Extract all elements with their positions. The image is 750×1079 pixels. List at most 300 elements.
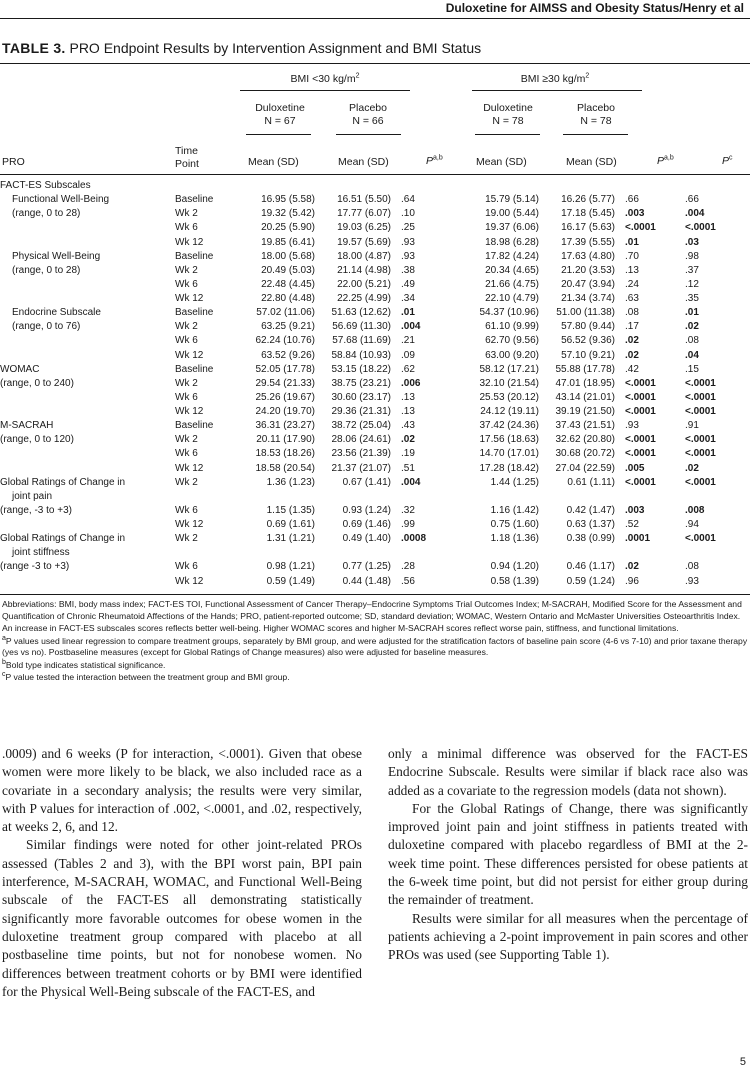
cell-p-low: .13	[401, 391, 415, 403]
cell-mean-high-placebo: 16.26 (5.77)	[561, 194, 615, 206]
cell-p-interaction: .04	[685, 349, 699, 361]
footnote-a: $^a$P values used linear regression to compare treatment groups, separately by BMI group, and were adjusted for the stratification factors of baseline pain score (4-6 vs 7-10) and prior taxane therapy (yes vs no). Postbaseline measures (except for Global Ratings of Change measures) also were adjusted for baseline measures.	[2, 634, 748, 657]
table-row	[0, 292, 750, 306]
table-row	[0, 320, 750, 334]
cell-mean-low-placebo: 0.77 (1.25)	[342, 561, 391, 573]
cell-mean-high-duloxetine: 32.10 (21.54)	[479, 377, 539, 389]
cell-mean-high-duloxetine: 1.18 (1.36)	[490, 533, 539, 545]
cell-p-interaction: <.0001	[685, 406, 716, 417]
table-footnotes	[2, 599, 748, 685]
cell-p-low: .004	[401, 321, 421, 333]
cell-time-point	[175, 490, 233, 504]
body-paragraph: only a minimal difference was observed for the FACT-ES Endocrine Subscale. Results were similar if black race also was added as a covariate to the regression models (data not shown).	[388, 746, 748, 798]
cell-mean-high-placebo: 0.61 (1.11)	[567, 476, 615, 488]
cell-time-point: Wk 6	[175, 278, 198, 290]
cell-p-interaction: .37	[685, 264, 699, 276]
cell-mean-low-duloxetine: 57.02 (11.06)	[256, 307, 315, 319]
cell-p-high: .52	[625, 519, 639, 530]
cell-mean-high-placebo	[543, 490, 625, 504]
cell-p-interaction: .008	[685, 504, 705, 516]
running-head	[0, 0, 750, 19]
running-head-text: Duloxetine for AIMSS and Obesity Status/Henry et al	[445, 1, 744, 15]
footnote-b: $^b$Bold type indicates statistical significance.	[2, 658, 166, 670]
cell-mean-low-duloxetine: 22.48 (4.45)	[261, 278, 315, 290]
cell-mean-high-duloxetine: 1.44 (1.25)	[490, 476, 539, 488]
cell-time-point: Wk 6	[175, 448, 198, 460]
body-column-left	[2, 745, 362, 1001]
cell-mean-low-placebo: 0.49 (1.40)	[342, 533, 391, 545]
cell-mean-low-duloxetine: 18.58 (20.54)	[255, 462, 315, 474]
cell-mean-high-placebo: 0.46 (1.17)	[566, 561, 615, 573]
cell-p-low: .64	[401, 194, 415, 206]
table-row	[0, 264, 750, 278]
cell-pro	[0, 575, 175, 589]
cell-pro: joint pain	[12, 490, 53, 502]
cell-pro: Endocrine Subscale	[12, 307, 101, 319]
table-row	[0, 207, 750, 221]
cell-p-low: .99	[401, 519, 415, 530]
table-row	[0, 575, 750, 589]
cell-p-low: .004	[401, 476, 421, 488]
cell-mean-high-placebo	[543, 179, 625, 193]
cell-p-low: .006	[401, 377, 421, 389]
cell-pro: Physical Well-Being	[12, 250, 101, 262]
cell-mean-high-placebo: 17.18 (5.45)	[561, 208, 615, 220]
cell-p-high: <.0001	[625, 476, 656, 488]
col-header-mean-high-dul: Mean (SD)	[476, 156, 527, 168]
cell-mean-low-duloxetine: 19.32 (5.42)	[261, 208, 315, 220]
body-paragraph: .0009) and 6 weeks (P for interaction, <.0001). Given that obese women were more likely to be black, we also included race as a covariate in a secondary analysis; the results were very similar, with P values for interaction of .002, <.0001, and .02, respectively, at weeks 2, 6, and 12.	[2, 746, 362, 835]
cell-mean-high-duloxetine: 21.66 (4.75)	[485, 278, 539, 290]
cell-mean-low-placebo: 21.14 (4.98)	[337, 264, 391, 276]
cell-mean-high-placebo: 0.59 (1.24)	[566, 575, 615, 587]
cell-mean-low-duloxetine: 19.85 (6.41)	[261, 236, 315, 248]
cell-mean-high-duloxetine: 17.82 (4.24)	[485, 250, 539, 262]
cell-p-low	[401, 546, 451, 560]
cell-p-high	[625, 490, 685, 504]
cell-time-point: Wk 12	[175, 236, 204, 248]
cell-mean-high-placebo: 43.14 (21.01)	[555, 391, 615, 403]
cell-p-interaction: .03	[685, 236, 699, 248]
cell-p-low: .43	[401, 420, 415, 432]
col-header-mean-high-pla: Mean (SD)	[566, 156, 617, 168]
cell-mean-high-placebo: 21.20 (3.53)	[561, 264, 615, 276]
table-header-rule	[0, 174, 750, 175]
cell-p-high: .13	[625, 264, 639, 276]
table-body	[0, 179, 750, 589]
table-row	[0, 250, 750, 264]
cell-time-point: Wk 6	[175, 222, 198, 234]
table-row	[0, 193, 750, 207]
cell-p-high: <.0001	[625, 434, 656, 446]
cell-p-interaction: <.0001	[685, 377, 716, 389]
cell-mean-low-placebo: 0.67 (1.41)	[342, 476, 391, 488]
arm-header-low-duloxetine: Duloxetine N = 67	[255, 102, 305, 127]
table-top-rule	[0, 63, 750, 64]
cell-mean-low-placebo: 57.68 (11.69)	[332, 335, 391, 347]
body-paragraph: Results were similar for all measures when the percentage of patients achieving a 2-point improvement in pain scores and other PROs was used (see Supporting Table 1).	[388, 910, 748, 963]
cell-mean-high-duloxetine: 25.53 (20.12)	[479, 391, 539, 403]
cell-mean-high-duloxetine	[451, 179, 543, 193]
cell-pro: (range, 0 to 28)	[12, 264, 81, 276]
cell-mean-high-placebo: 0.38 (0.99)	[566, 533, 615, 545]
table-row	[0, 532, 750, 546]
table-row	[0, 490, 750, 504]
cell-pro: (range, 0 to 240)	[0, 377, 74, 389]
col-header-pro: PRO	[2, 156, 25, 168]
cell-mean-high-duloxetine: 17.28 (18.42)	[479, 462, 539, 474]
cell-mean-high-duloxetine	[451, 490, 543, 504]
cell-pro: Global Ratings of Change in	[0, 476, 126, 488]
table-row	[0, 236, 750, 250]
cell-p-high: <.0001	[625, 406, 656, 417]
cell-p-low: .49	[401, 278, 415, 290]
cell-p-interaction: .02	[685, 321, 699, 333]
table-row	[0, 179, 750, 193]
cell-mean-low-placebo: 16.51 (5.50)	[337, 194, 391, 206]
cell-p-interaction	[685, 490, 750, 504]
cell-pro: joint stiffness	[12, 547, 70, 559]
cell-pro	[0, 221, 175, 235]
col-header-p-interaction: $P^c$	[722, 154, 733, 167]
cell-pro	[0, 278, 175, 292]
cell-mean-high-duloxetine: 58.12 (17.21)	[479, 363, 539, 375]
cell-pro	[0, 292, 175, 306]
cell-mean-high-placebo: 57.80 (9.44)	[561, 321, 615, 333]
cell-time-point: Wk 12	[175, 293, 204, 304]
cell-mean-high-duloxetine: 0.58 (1.39)	[490, 575, 539, 587]
cell-mean-high-placebo: 55.88 (17.78)	[555, 363, 615, 375]
cell-mean-low-duloxetine	[233, 546, 319, 560]
cell-mean-high-placebo: 39.19 (21.50)	[555, 406, 615, 417]
cell-mean-high-placebo: 47.01 (18.95)	[555, 377, 615, 389]
cell-mean-low-placebo: 19.57 (5.69)	[337, 236, 391, 248]
cell-pro: M-SACRAH	[0, 420, 54, 432]
cell-mean-low-placebo: 28.06 (24.61)	[331, 434, 391, 446]
cell-p-low: .93	[401, 236, 415, 248]
cell-time-point: Wk 6	[175, 504, 198, 516]
cell-p-high	[625, 546, 685, 560]
cell-p-high: .93	[625, 420, 639, 432]
cell-mean-high-placebo: 17.63 (4.80)	[561, 250, 615, 262]
page-number: 5	[739, 1056, 746, 1068]
cell-pro	[0, 334, 175, 348]
body-column-right	[388, 745, 748, 965]
cell-mean-high-placebo: 0.63 (1.37)	[566, 519, 615, 530]
cell-mean-low-duloxetine: 18.00 (5.68)	[261, 250, 315, 262]
cell-p-low: .02	[401, 434, 415, 446]
cell-mean-low-duloxetine	[233, 179, 319, 193]
cell-mean-low-duloxetine: 63.52 (9.26)	[261, 349, 315, 361]
cell-mean-high-duloxetine: 0.94 (1.20)	[490, 561, 539, 573]
table-row	[0, 349, 750, 363]
cell-p-interaction: .98	[685, 250, 699, 262]
cell-time-point: Wk 2	[175, 321, 198, 333]
cell-mean-high-duloxetine: 37.42 (24.36)	[479, 420, 539, 432]
cell-mean-high-placebo: 51.00 (11.38)	[556, 307, 615, 319]
cell-p-low: .13	[401, 406, 415, 417]
cell-mean-low-placebo: 18.00 (4.87)	[337, 250, 391, 262]
cell-p-low: .01	[401, 307, 415, 319]
cell-mean-high-duloxetine: 20.34 (4.65)	[485, 264, 539, 276]
cell-p-interaction	[685, 546, 750, 560]
cell-mean-low-placebo: 19.03 (6.25)	[337, 222, 391, 234]
table-row	[0, 447, 750, 461]
cell-pro	[0, 405, 175, 419]
cell-p-high: .66	[625, 194, 639, 206]
cell-p-high: .70	[625, 250, 639, 262]
cell-time-point: Wk 2	[175, 476, 198, 488]
cell-mean-high-duloxetine: 18.98 (6.28)	[485, 236, 539, 248]
cell-mean-high-placebo: 32.62 (20.80)	[555, 434, 615, 446]
cell-time-point: Wk 6	[175, 335, 198, 347]
cell-p-interaction: <.0001	[685, 448, 716, 460]
arm-rule-high-pla	[563, 134, 628, 135]
cell-mean-high-placebo: 20.47 (3.94)	[561, 278, 615, 290]
cell-p-interaction: <.0001	[685, 391, 716, 403]
cell-mean-high-placebo	[543, 546, 625, 560]
cell-p-low: .28	[401, 561, 415, 573]
cell-time-point: Wk 2	[175, 533, 198, 545]
footnote-interpretation: An increase in FACT-ES subscales scores reflects better well-being. Higher WOMAC scores and higher M-SACRAH scores reflect worse pain, stiffness, and functional limitations.	[2, 623, 679, 633]
cell-p-high: .17	[625, 321, 639, 333]
table-row	[0, 419, 750, 433]
cell-pro: (range, -3 to +3)	[0, 504, 72, 516]
table-row	[0, 377, 750, 391]
cell-time-point: Wk 2	[175, 208, 198, 220]
col-header-mean-low-pla: Mean (SD)	[338, 156, 389, 168]
cell-mean-high-placebo: 17.39 (5.55)	[561, 236, 615, 248]
cell-mean-low-duloxetine: 25.26 (19.67)	[255, 391, 315, 403]
group-header-high: BMI ≥30 $kg/m^2$	[520, 72, 590, 85]
table-row	[0, 518, 750, 532]
cell-time-point	[175, 546, 233, 560]
cell-p-interaction: .12	[685, 278, 699, 290]
cell-mean-low-duloxetine: 1.36 (1.23)	[266, 476, 315, 488]
group-header-low: BMI <30 $kg/m^2$	[290, 72, 360, 85]
cell-mean-low-placebo: 0.93 (1.24)	[342, 504, 391, 516]
cell-p-high: <.0001	[625, 448, 656, 460]
cell-mean-low-duloxetine: 0.59 (1.49)	[266, 575, 315, 587]
cell-p-interaction	[685, 179, 750, 193]
cell-mean-low-duloxetine: 20.49 (5.03)	[261, 264, 315, 276]
cell-pro	[0, 349, 175, 363]
cell-pro	[0, 518, 175, 532]
cell-mean-low-placebo: 53.15 (18.22)	[331, 363, 391, 375]
cell-p-low: .93	[401, 250, 415, 262]
pro-results-table	[0, 179, 750, 589]
cell-time-point: Baseline	[175, 194, 214, 206]
cell-p-high: <.0001	[625, 391, 656, 403]
cell-mean-low-duloxetine: 62.24 (10.76)	[255, 335, 315, 347]
cell-p-high: .02	[625, 349, 639, 361]
cell-p-high: .02	[625, 335, 639, 347]
cell-time-point: Wk 2	[175, 377, 198, 389]
cell-mean-high-placebo: 37.43 (21.51)	[555, 420, 615, 432]
table-bottom-rule	[0, 594, 750, 595]
cell-p-low: .62	[401, 363, 415, 375]
cell-mean-low-placebo: 51.63 (12.62)	[331, 307, 391, 319]
arm-header-high-placebo: Placebo N = 78	[577, 102, 615, 127]
cell-mean-high-duloxetine: 62.70 (9.56)	[485, 335, 539, 347]
cell-pro: WOMAC	[0, 363, 40, 375]
cell-p-high: .01	[625, 236, 639, 248]
cell-mean-low-duloxetine: 16.95 (5.58)	[261, 194, 315, 206]
cell-mean-high-placebo: 16.17 (5.63)	[561, 222, 615, 234]
cell-mean-high-duloxetine: 61.10 (9.99)	[485, 321, 539, 333]
cell-mean-high-placebo: 21.34 (3.74)	[561, 293, 615, 304]
cell-mean-high-duloxetine: 19.37 (6.06)	[485, 222, 539, 234]
cell-mean-low-duloxetine: 0.69 (1.61)	[266, 519, 315, 530]
cell-mean-low-placebo: 22.00 (5.21)	[337, 278, 391, 290]
cell-mean-low-duloxetine: 1.31 (1.21)	[266, 533, 315, 545]
group-rule-low	[240, 90, 410, 91]
cell-mean-high-duloxetine: 22.10 (4.79)	[485, 293, 539, 304]
arm-header-high-duloxetine: Duloxetine N = 78	[483, 102, 533, 127]
table-row	[0, 433, 750, 447]
cell-p-interaction: .08	[685, 561, 699, 573]
cell-mean-low-placebo: 0.69 (1.46)	[342, 519, 391, 530]
arm-rule-low-dul	[246, 134, 311, 135]
cell-p-interaction: <.0001	[685, 434, 716, 446]
cell-time-point	[175, 179, 233, 193]
cell-mean-low-duloxetine	[233, 490, 319, 504]
cell-p-interaction: .08	[685, 335, 699, 347]
cell-p-interaction: .91	[685, 420, 699, 432]
cell-mean-high-duloxetine: 24.12 (19.11)	[480, 406, 539, 417]
cell-p-low	[401, 179, 451, 193]
body-paragraph: For the Global Ratings of Change, there was significantly improved joint pain and joint stiffness in patients treated with duloxetine compared with placebo regardless of BMI at the 2-week time point. These differences persisted for obese patients at the 6-week time point, but did not persist for either group during the remainder of treatment.	[388, 800, 748, 908]
cell-time-point: Wk 6	[175, 561, 198, 573]
table-row	[0, 546, 750, 560]
cell-mean-low-duloxetine: 52.05 (17.78)	[255, 363, 315, 375]
cell-mean-low-placebo: 21.37 (21.07)	[331, 462, 391, 474]
cell-p-high: .0001	[625, 533, 651, 545]
cell-p-high: .005	[625, 462, 645, 474]
cell-pro	[0, 447, 175, 461]
table-row	[0, 306, 750, 320]
cell-mean-low-placebo: 38.72 (25.04)	[331, 420, 391, 432]
cell-p-interaction: .02	[685, 462, 699, 474]
cell-mean-high-duloxetine: 1.16 (1.42)	[490, 504, 539, 516]
cell-mean-low-duloxetine: 20.25 (5.90)	[261, 222, 315, 234]
cell-mean-high-duloxetine: 0.75 (1.60)	[490, 519, 539, 530]
cell-mean-low-duloxetine: 36.31 (23.27)	[255, 420, 315, 432]
cell-mean-high-placebo: 30.68 (20.72)	[555, 448, 615, 460]
table-label: TABLE 3.	[2, 40, 66, 56]
cell-mean-low-placebo: 30.60 (23.17)	[331, 391, 391, 403]
cell-mean-low-placebo: 29.36 (21.31)	[331, 406, 391, 417]
cell-p-high: .003	[625, 504, 645, 516]
cell-p-low: .0008	[401, 533, 427, 545]
cell-mean-low-placebo	[319, 179, 401, 193]
cell-p-interaction: <.0001	[685, 476, 716, 488]
cell-mean-low-placebo: 56.69 (11.30)	[332, 321, 391, 333]
cell-mean-low-placebo	[319, 546, 401, 560]
cell-time-point: Wk 12	[175, 462, 204, 474]
cell-p-interaction: .93	[685, 575, 699, 587]
cell-mean-low-duloxetine: 29.54 (21.33)	[255, 377, 315, 389]
cell-p-interaction: .15	[685, 363, 699, 375]
col-header-p-high: P$^{a,b}$	[657, 154, 674, 167]
table-row	[0, 334, 750, 348]
table-row	[0, 476, 750, 490]
table-row	[0, 363, 750, 377]
table-row	[0, 504, 750, 518]
cell-time-point: Wk 12	[175, 349, 204, 361]
cell-pro: (range, 0 to 120)	[0, 434, 74, 446]
cell-p-low: .51	[401, 462, 415, 474]
cell-mean-high-duloxetine: 17.56 (18.63)	[479, 434, 539, 446]
cell-pro	[0, 236, 175, 250]
cell-p-high: <.0001	[625, 377, 656, 389]
cell-mean-low-placebo	[319, 490, 401, 504]
cell-mean-high-duloxetine	[451, 546, 543, 560]
cell-p-interaction: .004	[685, 208, 705, 220]
cell-time-point: Wk 12	[175, 406, 204, 417]
table-row	[0, 221, 750, 235]
cell-p-interaction: <.0001	[685, 533, 716, 545]
cell-mean-low-placebo: 58.84 (10.93)	[331, 349, 391, 361]
cell-p-low: .38	[401, 264, 415, 276]
table-row	[0, 391, 750, 405]
cell-mean-low-duloxetine: 24.20 (19.70)	[255, 406, 315, 417]
cell-p-interaction: <.0001	[685, 222, 716, 234]
cell-p-high: .003	[625, 208, 645, 220]
cell-mean-high-placebo: 27.04 (22.59)	[555, 462, 615, 474]
cell-pro: Functional Well-Being	[12, 194, 110, 206]
cell-mean-low-duloxetine: 0.98 (1.21)	[266, 561, 315, 573]
cell-time-point: Baseline	[175, 363, 214, 375]
cell-p-low: .56	[401, 575, 415, 587]
cell-time-point: Baseline	[175, 250, 214, 262]
cell-p-low: .09	[401, 349, 415, 361]
cell-p-high: .24	[625, 278, 639, 290]
table-title	[2, 40, 481, 56]
cell-p-low	[401, 490, 451, 504]
table-row	[0, 405, 750, 419]
cell-time-point: Baseline	[175, 307, 214, 319]
cell-p-interaction: .01	[685, 307, 699, 319]
cell-p-low: .10	[401, 208, 415, 220]
cell-p-low: .34	[401, 293, 415, 304]
footnote-c: $^c$P value tested the interaction between the treatment group and BMI group.	[2, 671, 290, 682]
cell-mean-high-duloxetine: 63.00 (9.20)	[485, 349, 539, 361]
cell-p-high: .42	[625, 363, 639, 375]
cell-mean-low-placebo: 38.75 (23.21)	[331, 377, 391, 389]
cell-mean-high-duloxetine: 19.00 (5.44)	[485, 208, 539, 220]
cell-mean-low-duloxetine: 18.53 (18.26)	[255, 448, 315, 460]
footnote-abbreviations: Abbreviations: BMI, body mass index; FACT-ES TOI, Functional Assessment of Cancer Therapy–Endocrine Symptoms Trial Outcomes Index; M-SACRAH, Modified Score for the Assessment and Quantification of Chronic Rheumatoid Affections of the Hands; PRO, patient-reported outcome; SD, standard deviation; WOMAC, Western Ontario and McMaster Universities Osteoarthritis Index.	[2, 599, 742, 621]
table-title-text: PRO Endpoint Results by Intervention Assignment and BMI Status	[69, 40, 482, 56]
col-header-time: Time Point	[175, 145, 199, 170]
cell-pro	[0, 462, 175, 476]
cell-pro: FACT-ES Subscales	[0, 180, 91, 191]
cell-p-low: .25	[401, 222, 415, 234]
cell-mean-low-placebo: 22.25 (4.99)	[337, 293, 391, 304]
cell-time-point: Wk 2	[175, 434, 198, 446]
col-header-p-low: P$^{a,b}$	[426, 154, 443, 167]
cell-mean-low-duloxetine: 22.80 (4.48)	[261, 293, 315, 304]
group-rule-high	[472, 90, 642, 91]
cell-p-interaction: .35	[685, 293, 699, 304]
cell-pro: Global Ratings of Change in	[0, 533, 126, 545]
cell-p-low: .21	[401, 335, 415, 347]
cell-time-point: Baseline	[175, 420, 214, 432]
cell-p-high: .63	[625, 293, 639, 304]
cell-mean-high-placebo: 57.10 (9.21)	[561, 349, 615, 361]
table-row	[0, 462, 750, 476]
